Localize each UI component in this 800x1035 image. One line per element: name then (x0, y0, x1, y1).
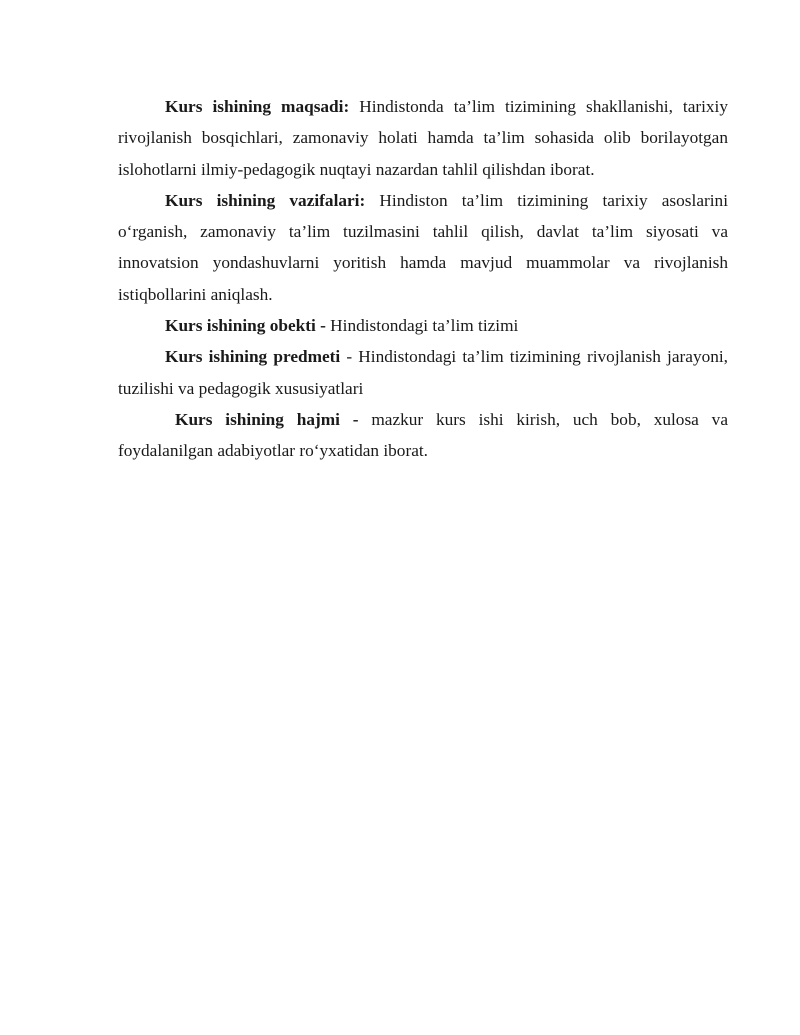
paragraph-goal (118, 91, 728, 185)
term-subject: Kurs ishining predmeti (165, 347, 341, 367)
term-scope: Kurs ishining hajmi - (175, 409, 359, 429)
term-object: Kurs ishining obekti - (165, 316, 326, 336)
text-scope: mazkur kurs ishi kirish, uch bob, xulosa va foydalanilgan adabiyotlar ro‘yxatidan iborat. (118, 409, 728, 461)
text-goal: Hindistonda ta’lim tizimining shakllanishi, tarixiy rivojlanish bosqichlari, zamonaviy holati hamda ta’lim sohasida olib borilayotgan islohotlarni ilmiy-pedagogik nuqtayi nazardan tahlil qilishdan iborat. (118, 97, 729, 179)
text-object: Hindistondagi ta’lim tizimi (325, 316, 519, 336)
text-subject: - Hindistondagi ta’lim tizimining rivojlanish jarayoni, tuzilishi va pedagogik xususiyatlari (118, 347, 728, 398)
document-body (118, 91, 728, 467)
paragraph-subject (118, 341, 728, 404)
term-tasks: Kurs ishining vazifalari: (165, 190, 366, 210)
text-tasks: Hindiston ta’lim tizimining tarixiy asoslarini o‘rganish, zamonaviy ta’lim tuzilmasini tahlil qilish, davlat ta’lim siyosati va innovatsion yondashuvlarni yoritish hamda mavjud muammolar va rivojlanish istiqbollarini aniqlash. (118, 190, 728, 304)
term-goal: Kurs ishining maqsadi: (165, 97, 350, 116)
paragraph-tasks (118, 185, 728, 310)
paragraph-object (118, 310, 728, 341)
paragraph-scope (118, 404, 728, 467)
